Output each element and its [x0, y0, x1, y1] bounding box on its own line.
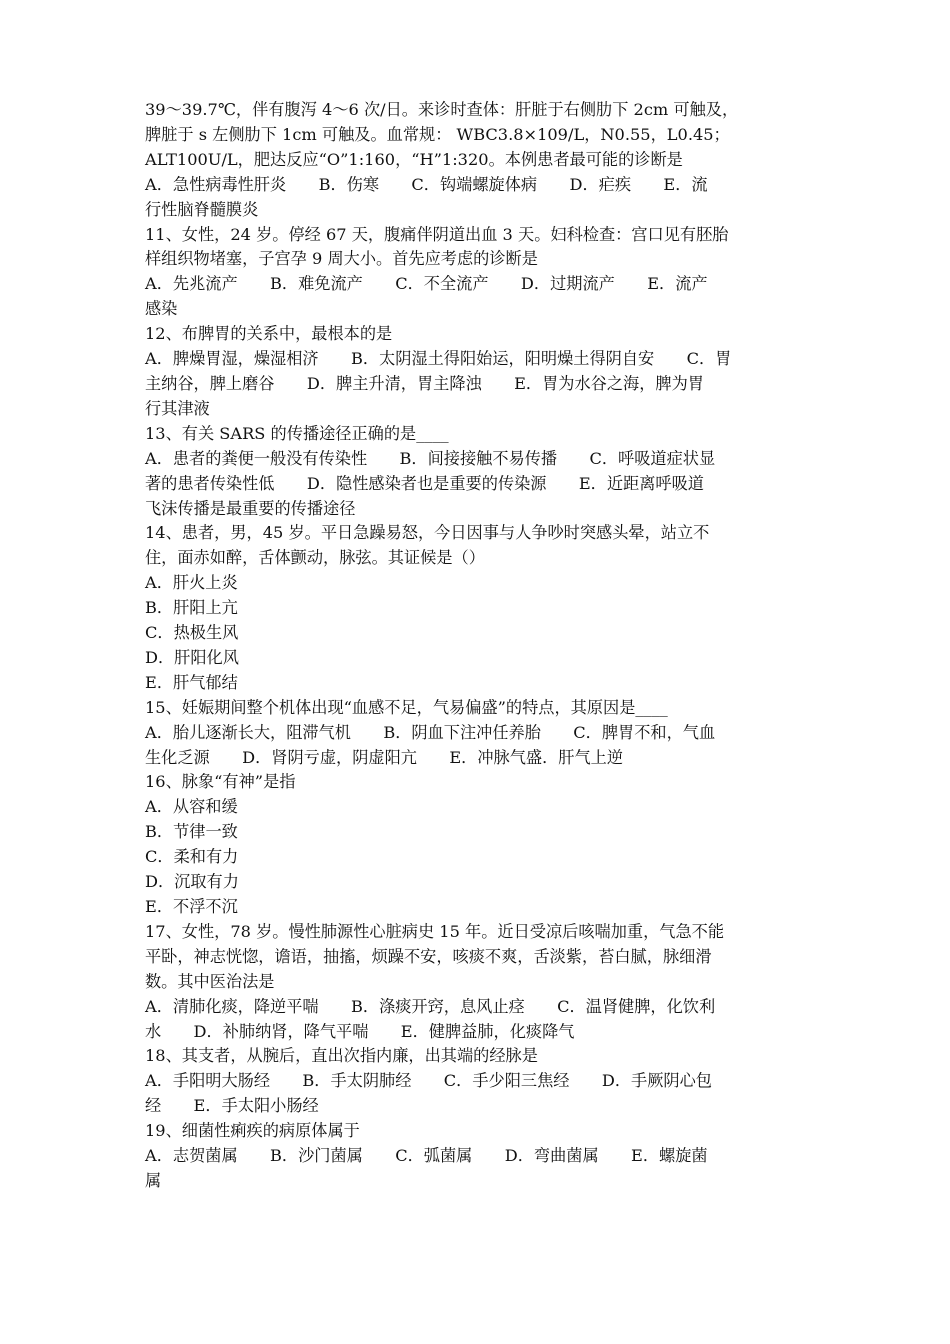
text-line: A．患者的粪便一般没有传染性 B．间接接触不易传播 C．呼吸道症状显 [145, 448, 716, 468]
text-line: A．肝火上炎 [145, 573, 238, 593]
text-line: 样组织物堵塞，子宫孕 9 周大小。首先应考虑的诊断是 [145, 249, 538, 269]
text-line: A．胎儿逐渐长大，阻滞气机 B．阴血下注冲任养胎 C．脾胃不和，气血 [145, 722, 716, 742]
text-line: A．清肺化痰，降逆平喘 B．涤痰开窍，息风止痉 C．温肾健脾，化饮利 [145, 996, 716, 1016]
text-line: 行其津液 [145, 398, 210, 418]
text-line: 12、布脾胃的关系中，最根本的是 [145, 324, 393, 344]
text-line: A．志贺菌属 B．沙门菌属 C．弧菌属 D．弯曲菌属 E．螺旋菌 [145, 1146, 708, 1166]
text-line: D．肝阳化风 [145, 647, 239, 667]
text-line: D．沉取有力 [145, 872, 239, 892]
text-line: A．先兆流产 B．难免流产 C．不全流产 D．过期流产 E．流产 [145, 274, 708, 294]
text-line: A．手阳明大肠经 B．手太阴肺经 C．手少阳三焦经 D．手厥阴心包 [145, 1071, 712, 1091]
text-line: 水 D．补肺纳肾，降气平喘 E．健脾益肺，化痰降气 [145, 1021, 575, 1041]
text-line: B．肝阳上亢 [145, 598, 238, 618]
text-line: 15、妊娠期间整个机体出现“血感不足，气易偏盛”的特点，其原因是____ [145, 697, 668, 717]
text-line: 平卧，神志恍惚，谵语，抽搐，烦躁不安，咳痰不爽，舌淡紫，苔白腻，脉细滑 [145, 946, 712, 966]
text-line: 属 [145, 1170, 162, 1190]
text-line: 生化乏源 D．肾阴亏虚，阴虚阳亢 E．冲脉气盛．肝气上逆 [145, 747, 624, 767]
text-line: 18、其支者，从腕后，直出次指内廉，出其端的经脉是 [145, 1046, 538, 1066]
text-line: 行性脑脊髓膜炎 [145, 199, 259, 219]
text-line: ALT100U/L，肥达反应“O”1:160，“H”1:320。本例患者最可能的诊断是 [145, 149, 683, 169]
text-line: 13、有关 SARS 的传播途径正确的是____ [145, 423, 449, 443]
text-line: 主纳谷，脾上磨谷 D．脾主升清，胃主降浊 E．胃为水谷之海，脾为胃 [145, 373, 704, 393]
text-line: 飞沫传播是最重要的传播途径 [145, 498, 356, 518]
text-line: A．从容和缓 [145, 797, 238, 817]
text-line: E．肝气郁结 [145, 672, 238, 692]
text-line: 感染 [145, 299, 178, 319]
text-line: 数。其中医治法是 [145, 971, 275, 991]
text-line: C．柔和有力 [145, 847, 239, 867]
text-line: E．不浮不沉 [145, 897, 238, 916]
text-line: 脾脏于 s 左侧肋下 1cm 可触及。血常规： WBC3.8×109/L，N0.55，L0.45； [145, 124, 730, 144]
text-line: 39～39.7℃，伴有腹泻 4～6 次/日。来诊时查体：肝脏于右侧肋下 2cm 可触及， [145, 100, 739, 119]
text-line: A．急性病毒性肝炎 B．伤寒 C．钩端螺旋体病 D．疟疾 E．流 [145, 174, 708, 194]
document-page [145, 98, 808, 1194]
text-line: 14、患者，男，45 岁。平日急躁易怒，今日因事与人争吵时突感头晕，站立不 [145, 523, 710, 543]
text-line: 19、细菌性痢疾的病原体属于 [145, 1121, 360, 1141]
text-line: 11、女性，24 岁。停经 67 天，腹痛伴阴道出血 3 天。妇科检查：宫口见有胚胎 [145, 224, 729, 244]
text-line: 16、脉象“有神”是指 [145, 772, 296, 792]
text-line: 著的患者传染性低 D．隐性感染者也是重要的传染源 E．近距离呼吸道 [145, 473, 704, 493]
text-line: 住，面赤如醉，舌体颤动，脉弦。其证候是（） [145, 548, 485, 568]
text-line: B．节律一致 [145, 822, 238, 842]
text-line: A．脾燥胃湿，燥湿相济 B．太阴湿土得阳始运，阳明燥土得阴自安 C．胃 [145, 349, 732, 369]
text-line: 经 E．手太阳小肠经 [145, 1096, 319, 1116]
text-line: 17、女性，78 岁。慢性肺源性心脏病史 15 年。近日受凉后咳喘加重，气急不能 [145, 921, 725, 941]
text-line: C．热极生风 [145, 623, 239, 643]
